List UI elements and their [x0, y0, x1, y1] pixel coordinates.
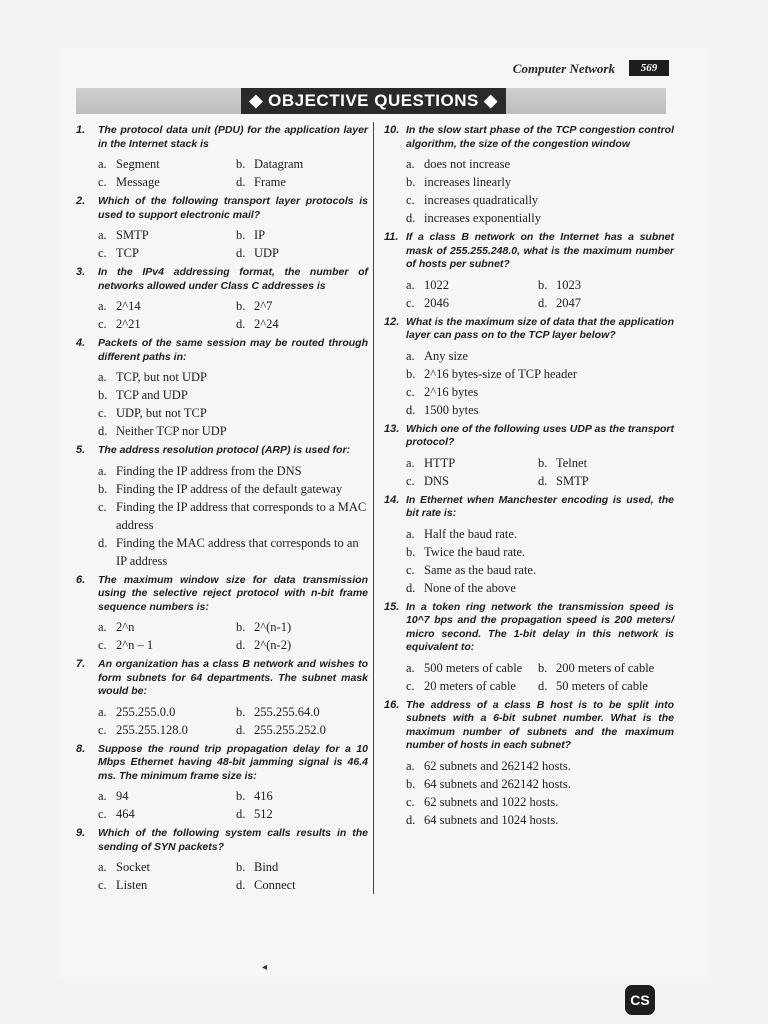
answer-option — [236, 787, 368, 805]
question-number: 3. — [76, 266, 86, 278]
answer-option — [538, 677, 674, 695]
option-text: Finding the IP address of the default gateway — [116, 481, 343, 496]
option-text: 512 — [254, 807, 273, 821]
question-number: 10. — [384, 124, 400, 136]
option-text: 62 subnets and 262142 hosts. — [424, 758, 571, 773]
option-text: 50 meters of cable — [556, 678, 648, 693]
option-letter: a. — [98, 704, 107, 719]
option-text: 62 subnets and 1022 hosts. — [424, 794, 559, 809]
option-letter: b. — [236, 620, 246, 634]
answer-option — [406, 472, 538, 490]
option-letter: a. — [98, 463, 107, 478]
options-list — [384, 659, 674, 695]
question-item — [384, 124, 674, 227]
option-letter: a. — [98, 620, 107, 634]
question-item — [76, 827, 368, 894]
question-text: The maximum window size for data transmission using the selective reject protocol with n-bit frame sequence numbers is: — [98, 573, 368, 613]
question-header — [384, 231, 674, 272]
answer-option — [98, 315, 236, 333]
option-letter: c. — [406, 473, 415, 488]
options-list — [384, 454, 674, 490]
options-list — [76, 462, 368, 570]
option-text: 255.255.0.0 — [116, 704, 176, 719]
options-list — [76, 703, 368, 739]
option-letter: d. — [236, 317, 246, 331]
option-letter: a. — [98, 157, 107, 171]
answer-option — [98, 422, 368, 440]
answer-option — [406, 659, 538, 677]
option-text: 416 — [254, 789, 273, 803]
option-text: Connect — [254, 878, 296, 892]
option-letter: d. — [236, 722, 246, 737]
question-item — [384, 231, 674, 312]
question-item — [76, 337, 368, 440]
option-text: Finding the IP address that corresponds to a MAC address — [116, 499, 367, 532]
answer-option — [538, 659, 674, 677]
question-header — [76, 124, 368, 151]
question-number: 4. — [76, 337, 86, 349]
option-letter: d. — [236, 246, 246, 260]
option-text: 2^14 — [116, 299, 141, 313]
options-list — [76, 858, 368, 894]
question-header — [76, 266, 368, 293]
question-item — [76, 574, 368, 655]
option-letter: b. — [98, 388, 108, 402]
option-letter: c. — [98, 317, 107, 331]
option-text: Listen — [116, 878, 148, 892]
option-letter: a. — [406, 758, 415, 773]
option-letter: a. — [406, 157, 415, 171]
question-header — [76, 658, 368, 699]
options-list — [76, 226, 368, 262]
option-text: 20 meters of cable — [424, 678, 516, 693]
option-letter: d. — [236, 175, 246, 189]
option-text: 255.255.128.0 — [116, 722, 188, 737]
question-header — [76, 743, 368, 784]
option-text: DNS — [424, 473, 450, 488]
option-letter: b. — [538, 277, 548, 292]
option-text: 2^21 — [116, 317, 141, 331]
question-number: 9. — [76, 827, 86, 839]
option-text: 2^n – 1 — [116, 638, 154, 652]
section-title: ◆ OBJECTIVE QUESTIONS ◆ — [241, 88, 506, 114]
answer-option — [406, 294, 538, 312]
question-header — [384, 699, 674, 753]
option-text: does not increase — [424, 157, 511, 171]
answer-option — [236, 703, 368, 721]
question-number: 11. — [384, 231, 399, 243]
answer-option — [98, 155, 236, 173]
answer-option — [236, 226, 368, 244]
answer-option — [406, 579, 674, 597]
option-text: Finding the MAC address that corresponds to an IP address — [116, 535, 359, 568]
question-text: What is the maximum size of data that the application layer can pass on to the TCP layer below? — [406, 315, 674, 341]
option-letter: a. — [98, 860, 107, 874]
option-text: 500 meters of cable — [424, 660, 523, 675]
answer-option — [98, 480, 368, 498]
option-text: Any size — [424, 348, 469, 363]
right-column — [384, 124, 674, 829]
question-item — [76, 444, 368, 570]
options-list — [384, 347, 674, 419]
answer-option — [406, 347, 674, 365]
option-letter: c. — [406, 193, 415, 207]
question-number: 1. — [76, 124, 86, 136]
option-letter: d. — [406, 402, 416, 417]
option-letter: d. — [538, 473, 548, 488]
option-letter: d. — [98, 535, 108, 550]
option-text: 1022 — [424, 277, 449, 292]
option-letter: b. — [538, 455, 548, 470]
option-text: Telnet — [556, 455, 588, 470]
option-letter: c. — [98, 175, 107, 189]
option-text: HTTP — [424, 455, 456, 470]
answer-option — [98, 368, 368, 386]
option-letter: c. — [406, 562, 415, 577]
option-letter: d. — [236, 807, 246, 821]
answer-option — [538, 276, 674, 294]
question-item — [384, 316, 674, 419]
answer-option — [406, 365, 674, 383]
options-list — [76, 155, 368, 191]
answer-option — [98, 636, 236, 654]
option-letter: a. — [406, 526, 415, 541]
option-text: Finding the IP address from the DNS — [116, 463, 302, 478]
option-letter: b. — [538, 660, 548, 675]
answer-option — [406, 811, 674, 829]
question-number: 5. — [76, 444, 86, 456]
option-text: TCP, but not UDP — [116, 370, 207, 384]
answer-option — [98, 226, 236, 244]
question-text: Which of the following system calls results in the sending of SYN packets? — [98, 827, 368, 853]
question-text: In the IPv4 addressing format, the number of networks allowed under Class C addresses is — [98, 266, 368, 292]
answer-option — [98, 618, 236, 636]
option-text: 1500 bytes — [424, 402, 479, 417]
option-letter: a. — [406, 348, 415, 363]
answer-option — [406, 383, 674, 401]
answer-option — [98, 876, 236, 894]
book-title: Computer Network — [512, 61, 615, 76]
question-number: 16. — [384, 698, 400, 711]
option-letter: b. — [406, 776, 416, 791]
answer-option — [236, 244, 368, 262]
option-letter: d. — [236, 878, 246, 892]
option-text: 64 subnets and 1024 hosts. — [424, 812, 559, 827]
answer-option — [98, 805, 236, 823]
answer-option — [406, 561, 674, 579]
option-letter: b. — [236, 789, 246, 803]
option-text: IP — [254, 228, 266, 242]
question-number: 6. — [76, 573, 86, 586]
option-letter: c. — [98, 878, 107, 892]
option-letter: c. — [406, 794, 415, 809]
question-item — [384, 699, 674, 829]
option-letter: d. — [538, 678, 548, 693]
question-text: The protocol data unit (PDU) for the application layer in the Internet stack is — [98, 124, 368, 150]
question-number: 2. — [76, 195, 86, 207]
options-list — [76, 297, 368, 333]
question-number: 12. — [384, 315, 400, 328]
question-header — [76, 195, 368, 222]
answer-option — [98, 404, 368, 422]
question-item — [76, 743, 368, 824]
question-text: Packets of the same session may be routed through different paths in: — [98, 337, 368, 363]
option-letter: d. — [406, 211, 416, 225]
question-item — [76, 266, 368, 333]
question-item — [76, 195, 368, 262]
option-text: Twice the baud rate. — [424, 544, 526, 559]
answer-option — [98, 462, 368, 480]
answer-option — [98, 534, 368, 570]
question-header — [76, 444, 368, 458]
answer-option — [98, 244, 236, 262]
option-text: TCP and UDP — [116, 388, 188, 402]
question-text: Which one of the following uses UDP as the transport protocol? — [406, 422, 674, 448]
question-number: 8. — [76, 742, 86, 755]
option-text: Datagram — [254, 157, 304, 171]
option-letter: b. — [406, 366, 416, 381]
options-list — [76, 787, 368, 823]
option-letter: a. — [98, 228, 107, 242]
running-header — [470, 58, 675, 80]
option-letter: c. — [98, 499, 107, 514]
option-letter: b. — [236, 228, 246, 242]
answer-option — [98, 721, 236, 739]
option-letter: b. — [406, 175, 416, 189]
question-item — [76, 124, 368, 191]
question-header — [76, 574, 368, 615]
question-header — [384, 494, 674, 521]
option-letter: c. — [406, 295, 415, 310]
option-letter: c. — [98, 246, 107, 260]
answer-option — [236, 721, 368, 739]
option-text: Bind — [254, 860, 279, 874]
left-column — [76, 124, 368, 894]
option-text: Message — [116, 175, 160, 189]
option-letter: c. — [98, 722, 107, 737]
option-letter: a. — [406, 455, 415, 470]
option-text: 2^24 — [254, 317, 279, 331]
answer-option — [236, 297, 368, 315]
option-text: 255.255.252.0 — [254, 722, 326, 737]
option-text: Neither TCP nor UDP — [116, 424, 227, 438]
option-letter: c. — [98, 638, 107, 652]
question-item — [384, 494, 674, 597]
question-item — [384, 423, 674, 490]
question-number: 13. — [384, 422, 400, 435]
option-text: Segment — [116, 157, 160, 171]
answer-option — [406, 155, 674, 173]
answer-option — [406, 775, 674, 793]
answer-option — [406, 276, 538, 294]
option-letter: a. — [406, 660, 415, 675]
option-letter: c. — [98, 807, 107, 821]
answer-option — [98, 858, 236, 876]
option-text: 2^(n-2) — [254, 638, 292, 652]
answer-option — [406, 401, 674, 419]
option-text: Half the baud rate. — [424, 526, 518, 541]
option-text: 1023 — [556, 277, 581, 292]
option-text: UDP, but not TCP — [116, 406, 207, 420]
question-number: 15. — [384, 600, 400, 613]
page-mark: ◂ — [262, 962, 268, 973]
option-text: 255.255.64.0 — [254, 704, 320, 719]
option-letter: b. — [236, 157, 246, 171]
option-letter: c. — [406, 384, 415, 399]
question-text: In the slow start phase of the TCP congestion control algorithm, the size of the congestion window — [406, 124, 674, 150]
option-text: 64 subnets and 262142 hosts. — [424, 776, 571, 791]
option-text: 2^7 — [254, 299, 273, 313]
option-letter: c. — [98, 406, 107, 420]
option-text: None of the above — [424, 580, 516, 595]
option-text: TCP — [116, 246, 139, 260]
question-text: Which of the following transport layer protocols is used to support electronic mail? — [98, 195, 368, 221]
option-text: 464 — [116, 807, 135, 821]
option-letter: d. — [406, 580, 416, 595]
answer-option — [406, 191, 674, 209]
option-text: 2^(n-1) — [254, 620, 292, 634]
answer-option — [538, 454, 674, 472]
option-text: Frame — [254, 175, 286, 189]
answer-option — [236, 618, 368, 636]
option-text: increases exponentially — [424, 211, 541, 225]
option-letter: b. — [236, 299, 246, 313]
question-header — [76, 827, 368, 854]
option-letter: a. — [98, 370, 107, 384]
options-list — [76, 368, 368, 440]
question-item — [384, 601, 674, 695]
option-letter: b. — [98, 481, 108, 496]
answer-option — [406, 209, 674, 227]
option-letter: a. — [406, 277, 415, 292]
options-list — [384, 525, 674, 597]
question-text: The address of a class B host is to be split into subnets with a 6-bit subnet number. What is the maximum number of subnets and the maximum number of hosts in each subnet? — [406, 698, 674, 751]
option-letter: d. — [98, 424, 108, 438]
option-letter: a. — [98, 299, 107, 313]
answer-option — [406, 793, 674, 811]
answer-option — [236, 315, 368, 333]
option-text: 2^16 bytes-size of TCP header — [424, 366, 578, 381]
answer-option — [406, 173, 674, 191]
answer-option — [98, 703, 236, 721]
option-letter: d. — [538, 295, 548, 310]
question-header — [384, 423, 674, 450]
option-letter: b. — [406, 544, 416, 559]
answer-option — [406, 454, 538, 472]
answer-option — [406, 525, 674, 543]
options-list — [384, 757, 674, 829]
answer-option — [98, 297, 236, 315]
answer-option — [236, 155, 368, 173]
options-list — [384, 155, 674, 227]
option-letter: b. — [236, 704, 246, 719]
option-letter: d. — [406, 812, 416, 827]
option-text: 2047 — [556, 295, 581, 310]
question-text: In a token ring network the transmission speed is 10^7 bps and the propagation speed is 200 meters/ micro second. The 1-bit delay in this network is equivalent to: — [406, 600, 674, 653]
question-item — [76, 658, 368, 739]
option-text: SMTP — [556, 473, 589, 488]
option-text: Same as the baud rate. — [424, 562, 537, 577]
question-header — [384, 601, 674, 655]
answer-option — [236, 858, 368, 876]
answer-option — [98, 498, 368, 534]
option-letter: b. — [236, 860, 246, 874]
answer-option — [98, 787, 236, 805]
camscanner-logo: CS — [625, 985, 655, 1015]
question-number: 7. — [76, 658, 86, 670]
answer-option — [236, 636, 368, 654]
answer-option — [236, 876, 368, 894]
question-header — [384, 316, 674, 343]
question-number: 14. — [384, 493, 400, 506]
question-text: In Ethernet when Manchester encoding is used, the bit rate is: — [406, 493, 674, 519]
question-text: The address resolution protocol (ARP) is used for: — [98, 444, 351, 456]
option-text: 2^16 bytes — [424, 384, 479, 399]
option-text: Socket — [116, 860, 151, 874]
option-text: 94 — [116, 789, 129, 803]
options-list — [384, 276, 674, 312]
question-text: Suppose the round trip propagation delay for a 10 Mbps Ethernet having 48-bit jamming signal is 46.4 ms. The minimum frame size is: — [98, 742, 368, 782]
answer-option — [538, 294, 674, 312]
options-list — [76, 618, 368, 654]
answer-option — [406, 543, 674, 561]
answer-option — [538, 472, 674, 490]
option-text: 2046 — [424, 295, 449, 310]
question-text: An organization has a class B network and wishes to form subnets for 64 departments. The subnet mask would be: — [98, 658, 368, 697]
question-header — [76, 337, 368, 364]
answer-option — [406, 757, 674, 775]
answer-option — [236, 805, 368, 823]
option-letter: d. — [236, 638, 246, 652]
option-letter: a. — [98, 789, 107, 803]
answer-option — [98, 386, 368, 404]
column-divider — [373, 122, 374, 894]
answer-option — [406, 677, 538, 695]
question-header — [384, 124, 674, 151]
option-text: SMTP — [116, 228, 149, 242]
option-letter: c. — [406, 678, 415, 693]
section-banner — [76, 88, 666, 114]
page-number: 569 — [629, 60, 669, 76]
question-text: If a class B network on the Internet has a subnet mask of 255.255.248.0, what is the maximum number of hosts per subnet? — [406, 231, 674, 270]
option-text: UDP — [254, 246, 280, 260]
answer-option — [236, 173, 368, 191]
option-text: increases quadratically — [424, 193, 539, 207]
option-text: 200 meters of cable — [556, 660, 655, 675]
option-text: increases linearly — [424, 175, 512, 189]
option-text: 2^n — [116, 620, 135, 634]
answer-option — [98, 173, 236, 191]
